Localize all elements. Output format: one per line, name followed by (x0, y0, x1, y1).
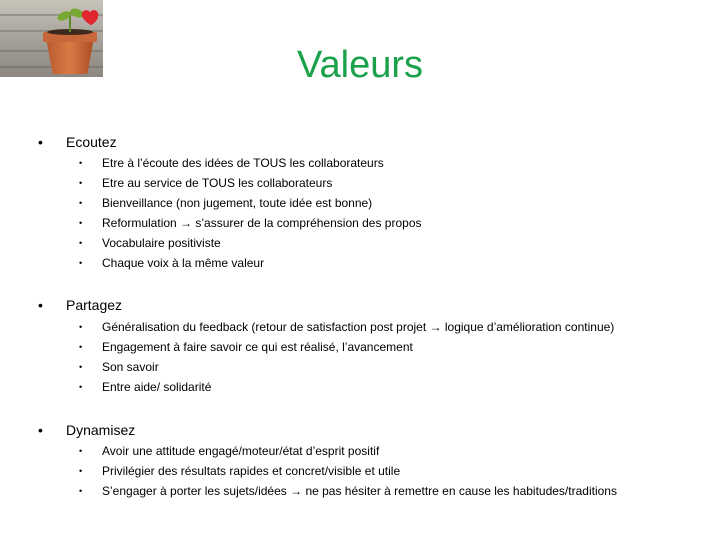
list-item-text: S’engager à porter les sujets/idées → ne pas hésiter à remettre en cause les habitudes/traditions (102, 484, 617, 498)
list-item-text: Privilégier des résultats rapides et concret/visible et utile (102, 464, 401, 478)
bullet-icon: • (79, 342, 83, 352)
bullet-icon: • (79, 158, 83, 168)
bullet-icon: • (79, 258, 83, 268)
slide-title-text: Valeurs (296, 44, 424, 86)
bullet-icon: • (79, 486, 83, 496)
list-item-text: Etre à l’écoute des idées de TOUS les collaborateurs (102, 156, 384, 170)
bullet-icon: • (38, 134, 43, 150)
list-item-text: Etre au service de TOUS les collaborateurs (102, 176, 333, 190)
list-item-text: Bienveillance (non jugement, toute idée est bonne) (102, 196, 373, 210)
section-heading-text: Dynamisez (66, 422, 136, 438)
bullet-icon: • (79, 322, 83, 332)
bullet-icon: • (38, 297, 43, 313)
bullet-icon: • (79, 218, 83, 228)
list-item-text: Entre aide/ solidarité (102, 380, 212, 394)
bullet-icon: • (79, 362, 83, 372)
list-item-text: Son savoir (102, 360, 159, 374)
bullet-icon: • (38, 422, 43, 438)
bullet-icon: • (79, 238, 83, 248)
bullet-icon: • (79, 178, 83, 188)
list-item-text: Avoir une attitude engagé/moteur/état d’esprit positif (102, 444, 380, 458)
bullet-icon: • (79, 198, 83, 208)
list-item-text: Chaque voix à la même valeur (102, 256, 265, 270)
bullet-icon: • (79, 446, 83, 456)
bullet-icon: • (79, 466, 83, 476)
bullet-icon: • (79, 382, 83, 392)
list-item-text: Généralisation du feedback (retour de satisfaction post projet → logique d’amélioration continue) (102, 320, 615, 334)
list-item-text: Vocabulaire positiviste (102, 236, 221, 250)
list-item-text: Reformulation → s’assurer de la compréhension des propos (102, 216, 422, 230)
section-heading-text: Partagez (66, 297, 123, 313)
section-heading-text: Ecoutez (66, 134, 117, 150)
list-item-text: Engagement à faire savoir ce qui est réalisé, l’avancement (102, 340, 413, 354)
